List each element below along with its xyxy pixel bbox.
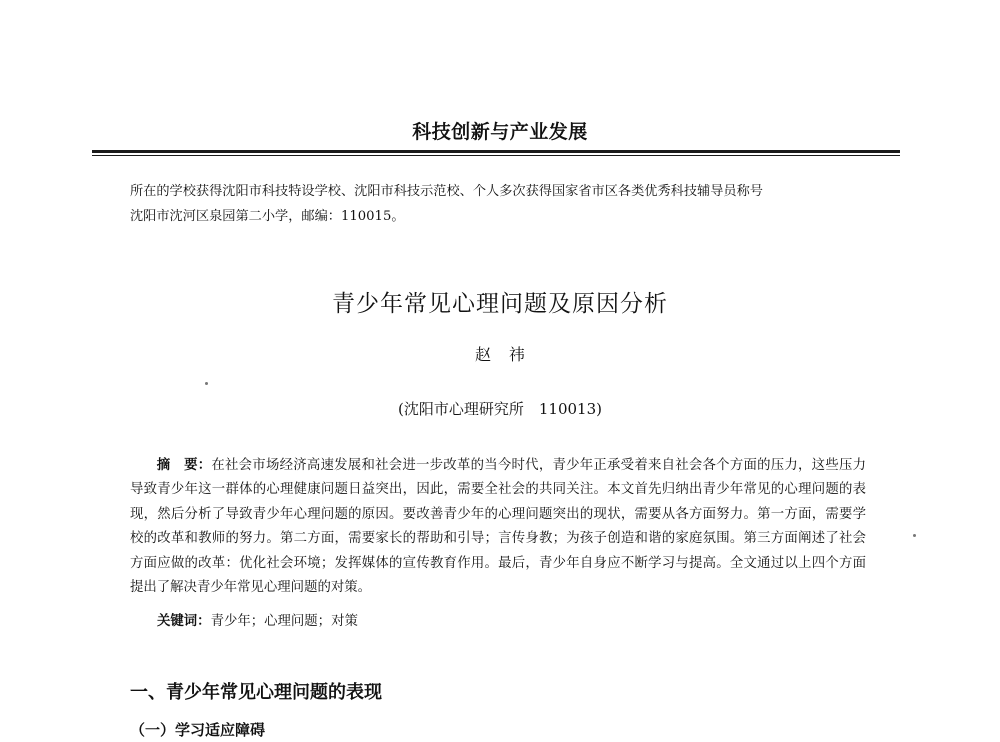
article-title: 青少年常见心理问题及原因分析	[332, 291, 668, 317]
keywords-label: 关键词：	[157, 614, 211, 629]
scan-speck	[913, 534, 916, 537]
keywords-line	[157, 610, 857, 629]
abstract-paragraph	[130, 454, 866, 600]
scan-speck	[205, 382, 208, 385]
subsection-heading: （一）学习适应障碍	[130, 721, 266, 739]
running-header: 科技创新与产业发展	[412, 121, 588, 143]
header-rule-thin	[92, 155, 900, 156]
article-author: 赵祎	[474, 345, 543, 364]
keywords-text: 青少年；心理问题；对策	[210, 614, 358, 629]
abstract-text: 在社会市场经济高速发展和社会进一步改革的当今时代，青少年正承受着来自社会各个方面的压力，这些压力导致青少年这一群体的心理健康问题日益突出，因此，需要全社会的共同关注。本文首先归纳出青少年常见的心理问题的表现，然后分析了导致青少年心理问题的原因。要改善青少年的心理问题突出的现状，需要从各方面努力。第一方面，需要学校的改革和教师的努力。第二方面，需要家长的帮助和引导；言传身教；为孩子创造和谐的家庭氛围。第三方面阐述了社会方面应做的改革：优化社会环境；发挥媒体的宣传教育作用。最后，青少年自身应不断学习与提高。全文通过以上四个方面提出了解决青少年常见心理问题的对策。	[130, 458, 867, 596]
previous-article-line: 沈阳市沈河区泉园第二小学，邮编：110015。	[130, 209, 405, 224]
section-heading: 一、青少年常见心理问题的表现	[130, 682, 382, 703]
abstract-label: 摘 要：	[156, 458, 212, 473]
previous-article-line: 所在的学校获得沈阳市科技特设学校、沈阳市科技示范校、个人多次获得国家省市区各类优秀科技辅导员称号	[130, 184, 763, 199]
article-affiliation: (沈阳市心理研究所 110013)	[398, 400, 602, 418]
header-rule-thick	[92, 150, 900, 153]
